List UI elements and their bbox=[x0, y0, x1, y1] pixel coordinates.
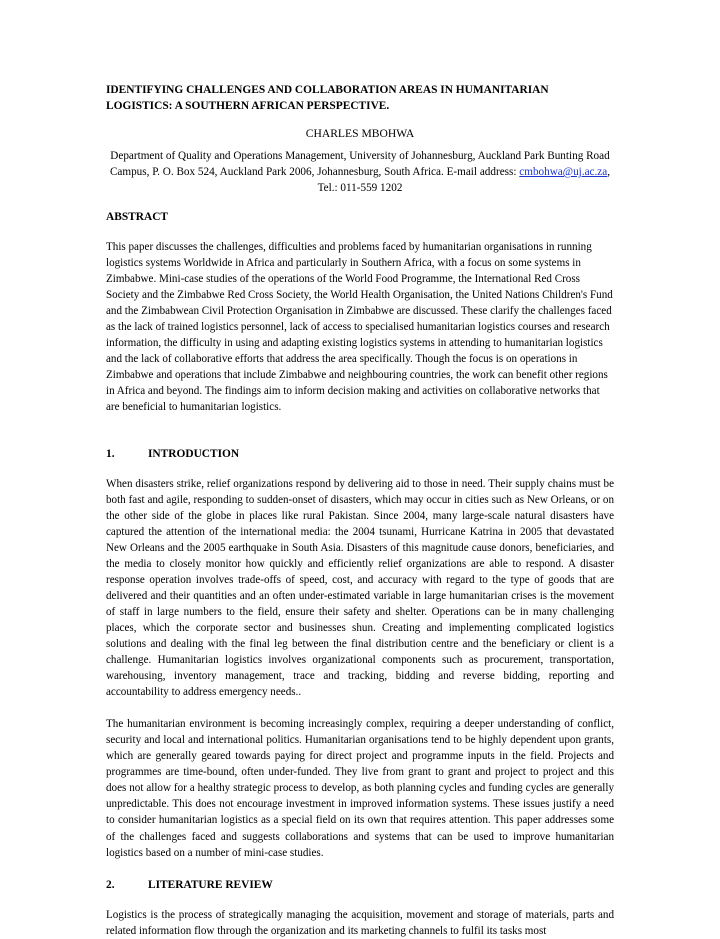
paragraph: The humanitarian environment is becoming increasingly complex, requiring a deeper understanding of conflict, security and local and international politics. Humanitarian organisations tend to be highly dependent upon grants, which are generally geared towards paying for direct project and programme inputs in the field. Projects and programmes are time-bound, often under-funded. They live from grant to grant and project to project and this does not allow for a healthy strategic process to develop, as both planning cycles and funding cycles are generally unpredictable. This does not encourage investment in improved information systems. These issues justify a need to consider humanitarian logistics as a special field on its own that requires attention. This paper addresses some of the challenges faced and suggests collaborations and systems that can be used to improve humanitarian logistics based on a number of mini-case studies. bbox=[106, 718, 614, 859]
section-title: INTRODUCTION bbox=[148, 447, 240, 460]
paper-title: IDENTIFYING CHALLENGES AND COLLABORATION AREAS IN HUMANITARIAN LOGISTICS: A SOUTHERN AFRICAN PERSPECTIVE. bbox=[106, 84, 549, 112]
affiliation-text: Department of Quality and Operations Management, University of Johannesburg, Auckland Park Bunting Road Campus, P. O. Box 524, Auckland Park 2006, Johannesburg, South Africa. E-mail address: bbox=[109, 150, 610, 178]
telephone: , Tel.: 011-559 1202 bbox=[317, 166, 611, 194]
abstract-text: This paper discusses the challenges, difficulties and problems faced by humanitarian organisations in running logistics systems Worldwide in Africa and particularly in Southern Africa, with a focus on some systems in Zimbabwe. Mini-case studies of the operations of the World Food Programme, the International Red Cross Society and the Zimbabwe Red Cross Society, the World Health Organisation, the United Nations Children's Fund and the Zimbabwean Civil Protection Organisation in Zimbabwe are discussed. These clarify the challenges faced as the lack of trained logistics personnel, lack of access to specialised humanitarian logistics courses and research information, the difficulty in using and adapting existing logistics systems in attending to humanitarian logistics and the lack of collaborative efforts that address the area specifically. Though the focus is on operations in Zimbabwe and operations that include Zimbabwe and neighbouring countries, the work can benefit other regions in Africa and beyond. The findings aim to inform decision making and activities on collaborative networks that are beneficial to humanitarian logistics. bbox=[106, 241, 613, 414]
section-title: LITERATURE REVIEW bbox=[148, 878, 273, 891]
author-affiliation bbox=[106, 148, 614, 196]
paper-page bbox=[106, 82, 614, 939]
section-heading-introduction bbox=[106, 446, 614, 462]
section-heading-literature-review bbox=[106, 877, 614, 893]
section-number: 1. bbox=[106, 447, 115, 460]
section-number: 2. bbox=[106, 878, 115, 891]
paragraph: Logistics is the process of strategically managing the acquisition, movement and storage of materials, parts and related information flow through the organization and its marketing channels to fulfil its tasks most bbox=[106, 908, 614, 937]
paragraph: When disasters strike, relief organizations respond by delivering aid to those in need. Their supply chains must be both fast and agile, responding to sudden-onset of disasters, which may occur in cities such as New Orleans, or on the other side of the globe in places like rural Pakistan. Since 2004, many large-scale natural disasters have captured the attention of the international media: the 2004 tsunami, Hurricane Katrina in 2005 that devastated New Orleans and the 2005 earthquake in South Asia. Disasters of this magnitude cause donors, beneficiaries, and the media to closely monitor how quickly and efficiently relief organizations are able to respond. A disaster response operation involves trade-offs of speed, cost, and accuracy with regard to the type of goods that are delivered and their quantities and an often under-estimated variable in large humanitarian crises is the movement of staff in large numbers to the field, ensure their safety and shelter. Operations can be in many challenging places, which the corporate sector and businesses shun. Creating and implementing complicated logistics solutions and dealing with the final leg between the final distribution centre and the beneficiary or client is a challenge. Humanitarian logistics involves organizational components such as procurement, transportation, warehousing, inventory management, trace and tracking, bidding and reverse bidding, reporting and accountability to address emergency needs.. bbox=[106, 477, 614, 699]
abstract-heading: ABSTRACT bbox=[106, 211, 169, 223]
email-link[interactable]: cmbohwa@uj.ac.za bbox=[519, 166, 608, 178]
author-name: CHARLES MBOHWA bbox=[305, 127, 415, 140]
